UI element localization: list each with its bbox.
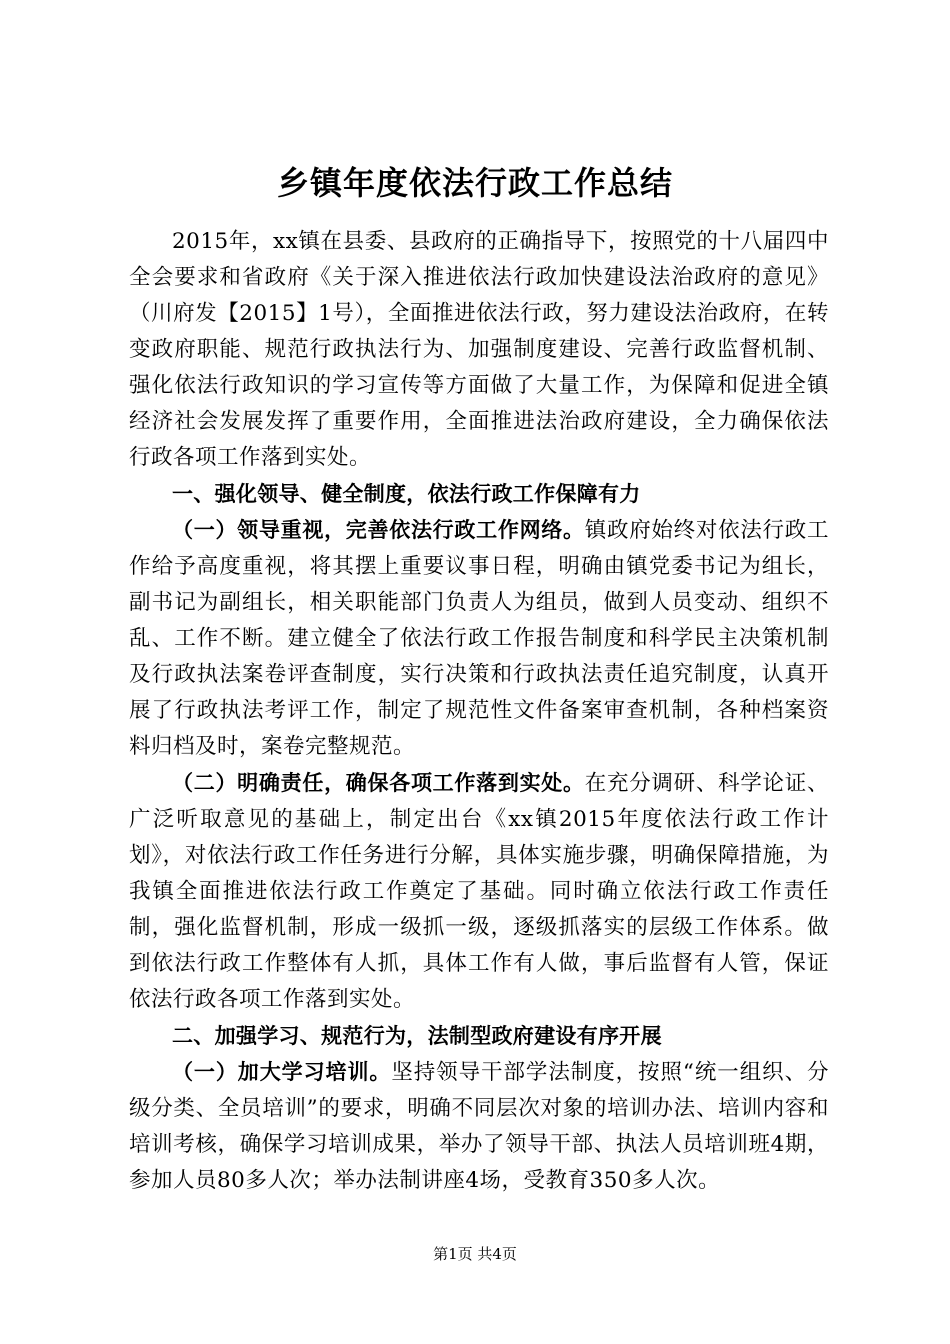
section-2-paragraph-1-lead: （一）加大学习培训。 bbox=[172, 1060, 392, 1084]
section-1-paragraph-2-lead: （二）明确责任，确保各项工作落到实处。 bbox=[172, 771, 585, 795]
document-body bbox=[129, 224, 829, 1199]
document-title: 乡镇年度依法行政工作总结 bbox=[276, 164, 673, 202]
intro-paragraph: 2015年，xx镇在县委、县政府的正确指导下，按照党的十八届四中全会要求和省政府《关于深入推进依法行政加快建设法治政府的意见》（川府发【2015】1号），全面推进依法行政，努力建设法治政府，在转变政府职能、规范行政执法行为、加强制度建设、完善行政监督机制、强化依法行政知识的学习宣传等方面做了大量工作，为保障和促进全镇经济社会发展发挥了重要作用，全面推进法治政府建设，全力确保依法行政各项工作落到实处。 bbox=[129, 229, 829, 470]
section-1-paragraph-1-lead: （一）领导重视，完善依法行政工作网络。 bbox=[172, 518, 585, 542]
section-1-paragraph-1 bbox=[129, 512, 829, 765]
page-number-footer: 第1页 共4页 bbox=[433, 1245, 517, 1263]
section-2-paragraph-1 bbox=[129, 1054, 829, 1199]
section-1-paragraph-2 bbox=[129, 765, 829, 1018]
section-1-paragraph-2-text: 在充分调研、科学论证、广泛听取意见的基础上，制定出台《xx镇2015年度依法行政工作计划》，对依法行政工作任务进行分解，具体实施步骤，明确保障措施，为我镇全面推进依法行政工作奠定了基础。同时确立依法行政工作责任制，强化监督机制，形成一级抓一级，逐级抓落实的层级工作体系。做到依法行政工作整体有人抓，具体工作有人做，事后监督有人管，保证依法行政各项工作落到实处。 bbox=[129, 771, 829, 1012]
section-1-paragraph-1-text: 镇政府始终对依法行政工作给予高度重视，将其摆上重要议事日程，明确由镇党委书记为组长，副书记为副组长，相关职能部门负责人为组员，做到人员变动、组织不乱、工作不断。建立健全了依法行政工作报告制度和科学民主决策机制及行政执法案卷评查制度，实行决策和行政执法责任追究制度，认真开展了行政执法考评工作，制定了规范性文件备案审查机制，各种档案资料归档及时，案卷完整规范。 bbox=[129, 518, 829, 759]
section-2-paragraph-1-text: 坚持领导干部学法制度，按照“统一组织、分级分类、全员培训”的要求，明确不同层次对象的培训办法、培训内容和培训考核，确保学习培训成果，举办了领导干部、执法人员培训班4期，参加人员80多人次；举办法制讲座4场，受教育350多人次。 bbox=[129, 1060, 829, 1193]
section-2-heading: 二、加强学习、规范行为，法制型政府建设有序开展 bbox=[172, 1024, 662, 1048]
section-1-heading: 一、强化领导、健全制度，依法行政工作保障有力 bbox=[172, 482, 641, 506]
